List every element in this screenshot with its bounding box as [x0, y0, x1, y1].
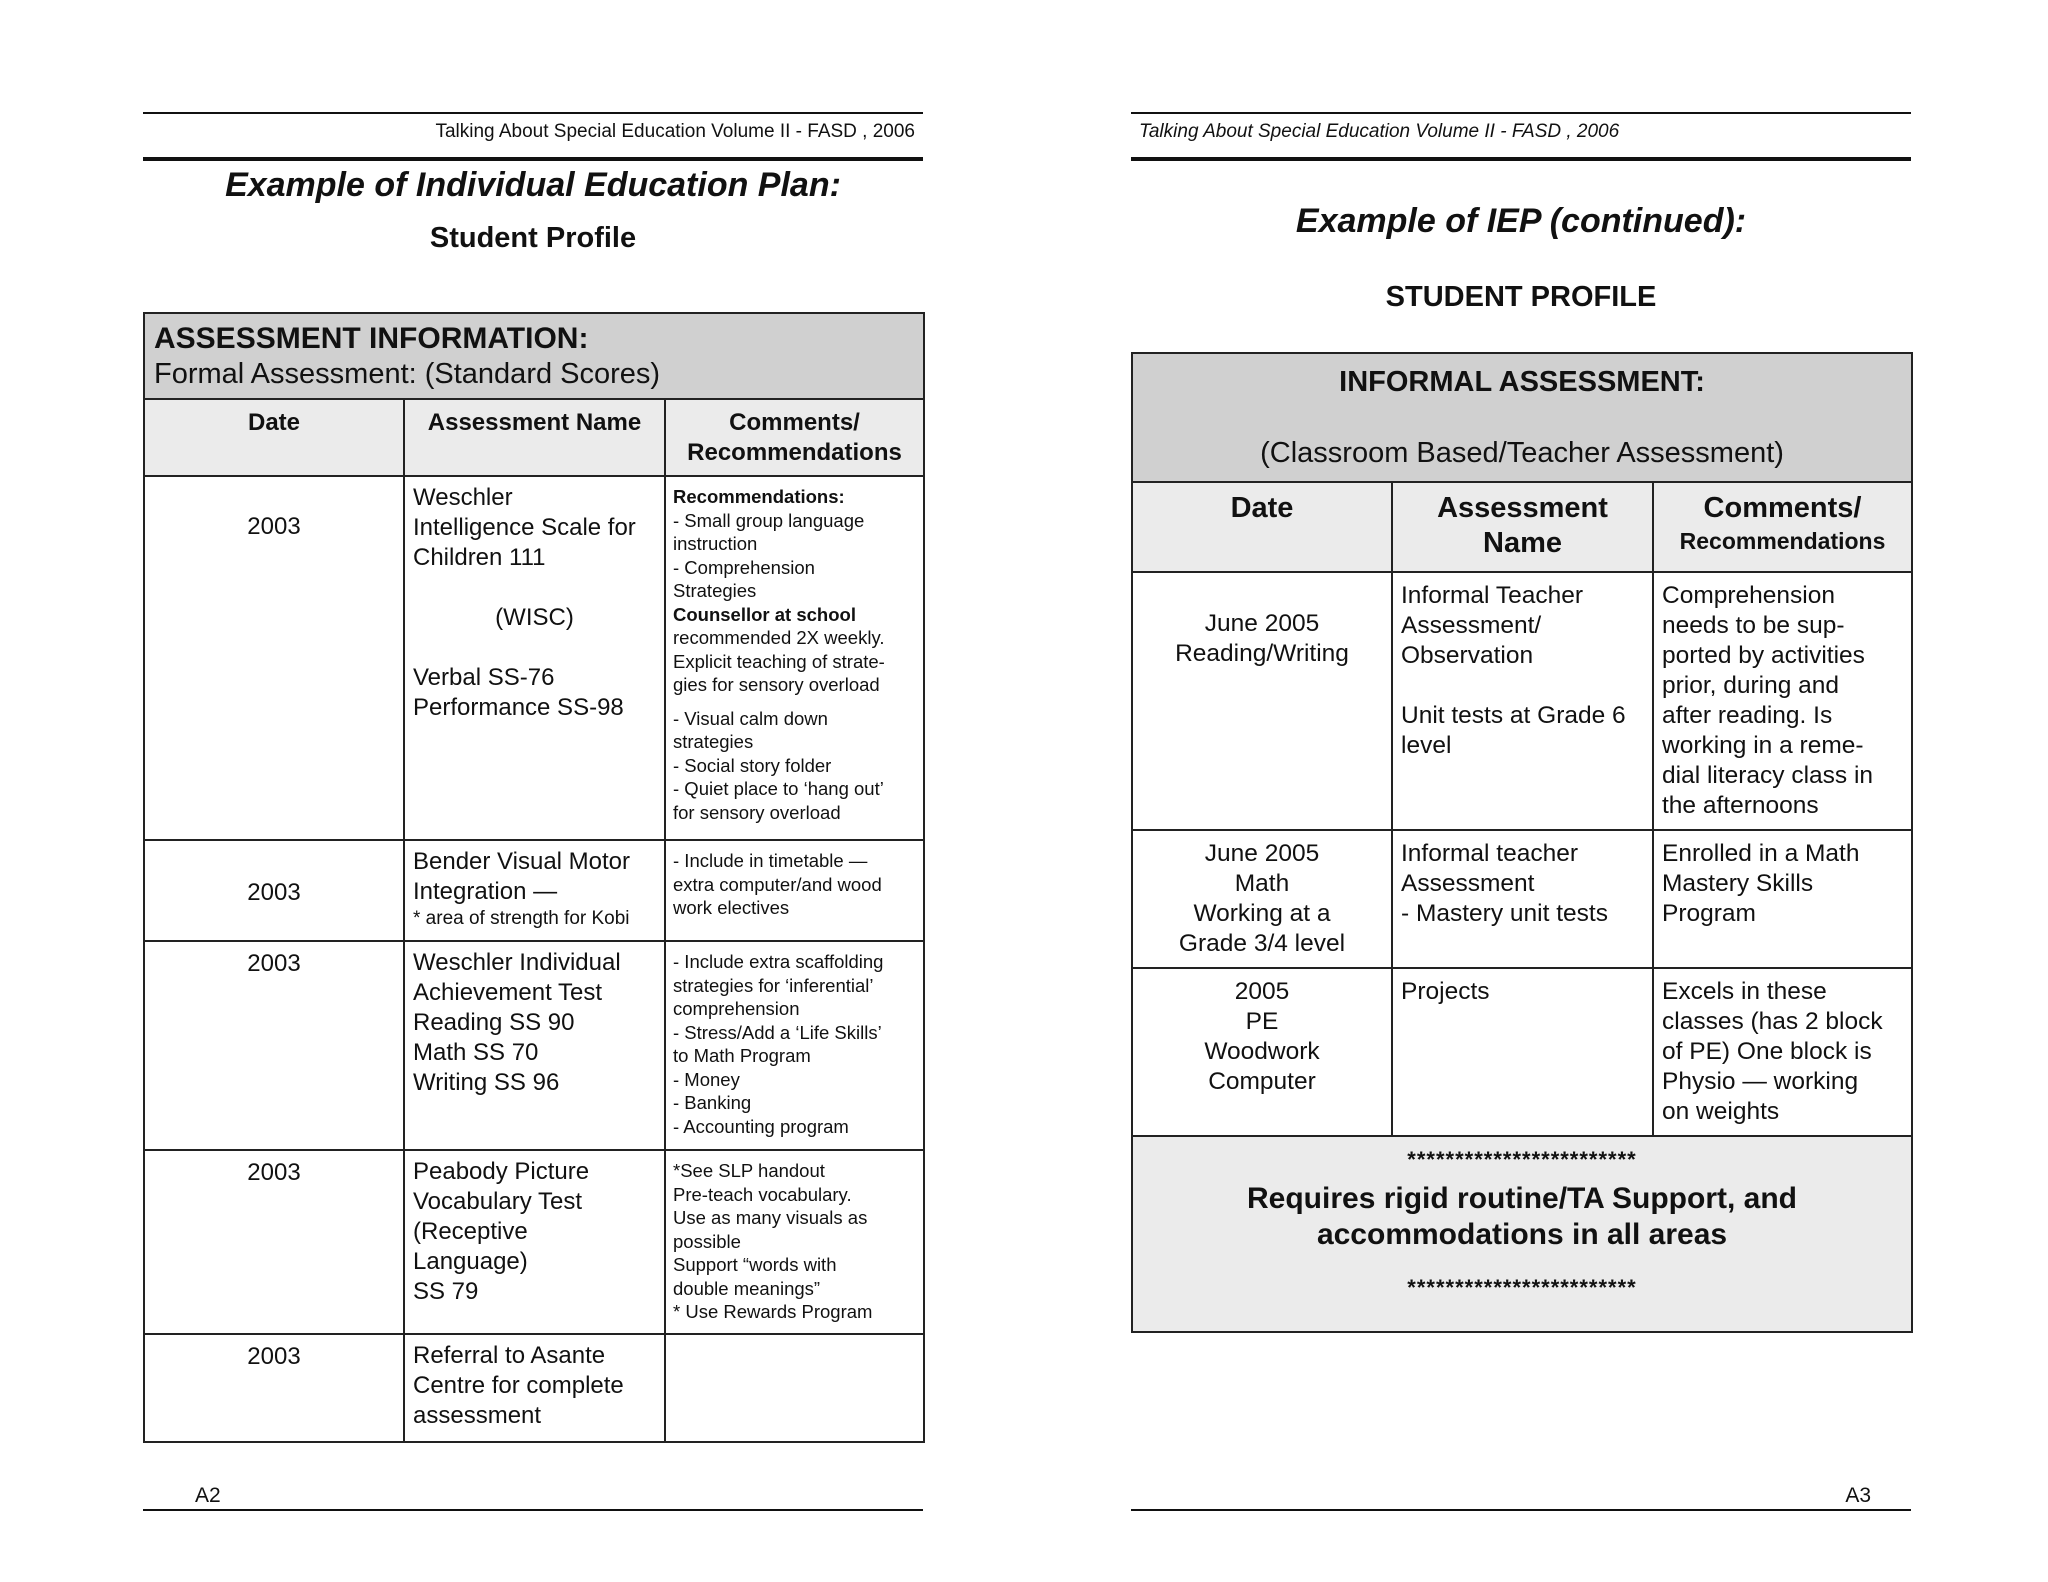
table-row: [1132, 572, 1912, 830]
support-line: accommodations in all areas: [1316, 1218, 1728, 1251]
table-row: [1132, 830, 1912, 968]
name-line: Informal teacher: [1401, 840, 1579, 867]
comment-line: Mastery Skills: [1662, 870, 1814, 897]
date-line: Math: [1234, 870, 1290, 897]
row-assessment-name: [1392, 968, 1653, 1136]
name-line: Achievement Test: [413, 979, 602, 1006]
row-assessment-name: [404, 840, 665, 941]
page-number: A2: [195, 1484, 221, 1507]
name-line: Math SS 70: [413, 1039, 539, 1066]
comment-line: Physio — working: [1662, 1068, 1859, 1095]
name-line: Centre for complete: [413, 1372, 624, 1399]
comment-line: possible: [673, 1230, 741, 1252]
comment-line: of PE) One block is: [1662, 1038, 1872, 1065]
name-line: Peabody Picture: [413, 1158, 590, 1185]
comment-line: extra computer/and wood: [673, 873, 882, 895]
comment-line: - Social story folder: [673, 754, 832, 776]
support-requirement: [1141, 1181, 1903, 1253]
row-comments-empty: [665, 1334, 924, 1442]
row-date: 2003: [144, 941, 404, 1150]
name-line: Informal Teacher: [1401, 582, 1584, 609]
comment-line: Recommendations:: [673, 486, 845, 507]
right-page: [1131, 0, 1911, 1582]
date-line: 2005: [1234, 978, 1290, 1005]
name-line: Reading SS 90: [413, 1009, 575, 1036]
comment-line: double meanings”: [673, 1277, 821, 1299]
name-line: (WISC): [495, 604, 574, 631]
comment-line: instruction: [673, 533, 758, 554]
comment-line: the afternoons: [1662, 792, 1819, 819]
name-line: Verbal SS-76: [413, 664, 555, 691]
name-line: Children 111: [413, 544, 546, 571]
informal-assessment-table: [1131, 352, 1913, 1333]
name-line: - Mastery unit tests: [1401, 900, 1608, 927]
table-row: [144, 476, 924, 840]
page-number: A3: [1845, 1484, 1871, 1507]
header-rule-bottom: [143, 157, 923, 161]
column-header-comments-line1: Comments/: [729, 409, 860, 436]
date-line: Woodwork: [1204, 1038, 1320, 1065]
comment-line: * Use Rewards Program: [673, 1301, 873, 1322]
comment-line: - Stress/Add a ‘Life Skills’: [673, 1021, 882, 1043]
name-line: Bender Visual Motor: [413, 848, 631, 875]
comment-line: recommended 2X weekly.: [673, 627, 885, 648]
table-footer: [1132, 1136, 1912, 1332]
page-subtitle: STUDENT PROFILE: [1385, 281, 1657, 313]
header-rule-bottom: [1131, 157, 1911, 161]
header-rule-top: [143, 112, 923, 114]
running-header: Talking About Special Education Volume II - FASD , 2006: [1139, 121, 1620, 142]
name-line: Projects: [1401, 978, 1490, 1005]
row-assessment-name: [404, 1150, 665, 1334]
page-title: Example of IEP (continued):: [1295, 202, 1747, 240]
comment-line: Strategies: [673, 580, 757, 601]
row-date: 2003: [144, 1150, 404, 1334]
stars-divider-bottom: ************************: [1407, 1275, 1637, 1300]
comment-line: for sensory overload: [673, 801, 841, 823]
comment-line: Support “words with: [673, 1254, 837, 1275]
comment-line: Pre-teach vocabulary.: [673, 1183, 852, 1205]
comment-line: - Visual calm down: [673, 707, 828, 729]
comment-line: comprehension: [673, 998, 800, 1019]
table-heading: ASSESSMENT INFORMATION:: [154, 322, 589, 355]
comment-line: Use as many visuals as: [673, 1207, 868, 1228]
name-line: Weschler: [413, 484, 513, 511]
row-comments: [1653, 968, 1912, 1136]
row-comments: [665, 941, 924, 1150]
row-comments: [665, 840, 924, 941]
row-date: 2003: [144, 1334, 404, 1442]
comment-line: - Quiet place to ‘hang out’: [673, 778, 884, 799]
date-line: Working at a: [1193, 900, 1331, 927]
running-header: Talking About Special Education Volume II - FASD , 2006: [435, 121, 915, 142]
comment-line: Program: [1662, 900, 1756, 927]
comment-line: classes (has 2 block: [1662, 1008, 1883, 1035]
support-line: Requires rigid routine/TA Support, and: [1247, 1182, 1798, 1215]
formal-assessment-table: [143, 312, 925, 1443]
left-page: [143, 0, 923, 1582]
comment-line: - Accounting program: [673, 1115, 849, 1137]
name-line: Performance SS-98: [413, 694, 624, 721]
page-title: Example of Individual Education Plan:: [225, 166, 841, 204]
name-line: Observation: [1401, 642, 1534, 669]
row-assessment-name: [404, 476, 665, 840]
column-header-comments-line2: Recommendations: [1679, 528, 1886, 554]
column-header-comments-line1: Comments/: [1703, 492, 1862, 524]
row-assessment-name: [1392, 830, 1653, 968]
comment-line: work electives: [673, 897, 790, 918]
comment-line: - Small group language: [673, 509, 865, 531]
comment-line: *See SLP handout: [673, 1160, 825, 1181]
comment-line: after reading. Is: [1662, 702, 1833, 729]
column-header-name-line2: Name: [1483, 527, 1562, 559]
table-heading-cell: [144, 313, 924, 399]
comment-line: on weights: [1662, 1098, 1780, 1125]
footer-rule: [143, 1509, 923, 1511]
date-line: June 2005: [1204, 840, 1320, 867]
name-line: Intelligence Scale for: [413, 514, 636, 541]
table-subheading: Formal Assessment: (Standard Scores): [154, 358, 661, 390]
row-assessment-name: [404, 1334, 665, 1442]
comment-line: - Money: [673, 1068, 740, 1090]
comment-line: - Include extra scaffolding: [673, 951, 884, 972]
row-comments: [1653, 830, 1912, 968]
comment-line: prior, during and: [1662, 672, 1840, 699]
name-line: level: [1401, 732, 1452, 759]
footer-rule: [1131, 1509, 1911, 1511]
column-header-comments: [665, 399, 924, 476]
row-comments: [1653, 572, 1912, 830]
name-line: Referral to Asante: [413, 1342, 606, 1369]
table-heading-cell: [1132, 353, 1912, 482]
table-row: [1132, 968, 1912, 1136]
row-date: [1132, 968, 1392, 1136]
comment-line: dial literacy class in: [1662, 762, 1874, 789]
name-line: Weschler Individual: [413, 949, 621, 976]
comment-line: Explicit teaching of strate-: [673, 650, 885, 672]
comment-line: ported by activities: [1662, 642, 1865, 669]
name-line: SS 79: [413, 1278, 479, 1305]
name-line: (Receptive: [413, 1218, 528, 1245]
name-line: Language): [413, 1248, 528, 1275]
row-date: [1132, 830, 1392, 968]
name-line: * area of strength for Kobi: [413, 908, 630, 929]
comment-line: - Include in timetable —: [673, 850, 868, 871]
comment-line: Counsellor at school: [673, 603, 856, 625]
table-row: [144, 840, 924, 941]
name-line: Integration —: [413, 878, 558, 905]
name-line: Assessment/: [1401, 612, 1542, 639]
stars-divider-top: ************************: [1407, 1147, 1637, 1172]
row-comments: [665, 1150, 924, 1334]
date-line: June 2005: [1204, 610, 1320, 637]
table-row: [144, 1334, 924, 1442]
row-date: [1132, 572, 1392, 830]
column-header-comments-line2: Recommendations: [687, 439, 902, 466]
name-line: Assessment: [1401, 870, 1535, 897]
name-line: Vocabulary Test: [413, 1188, 582, 1215]
comment-line: strategies: [673, 731, 754, 752]
comment-line: Comprehension: [1662, 582, 1835, 609]
date-line: Computer: [1208, 1068, 1316, 1095]
table-row: [144, 1150, 924, 1334]
row-assessment-name: [1392, 572, 1653, 830]
comment-line: - Banking: [673, 1092, 752, 1113]
table-row: [144, 941, 924, 1150]
name-line: Unit tests at Grade 6: [1401, 702, 1626, 729]
column-header-date: Date: [144, 399, 404, 476]
comment-line: strategies for ‘inferential’: [673, 974, 874, 996]
column-header-assessment-name: [1392, 482, 1653, 572]
comment-line: to Math Program: [673, 1045, 811, 1066]
date-line: Grade 3/4 level: [1178, 930, 1346, 957]
page-subtitle: Student Profile: [429, 222, 637, 254]
comment-line: needs to be sup-: [1662, 612, 1845, 639]
date-line: PE: [1245, 1008, 1279, 1035]
comment-line: - Comprehension: [673, 556, 815, 578]
table-heading: INFORMAL ASSESSMENT:: [1339, 366, 1705, 398]
comment-line: Excels in these: [1662, 978, 1827, 1005]
comment-line: working in a reme-: [1662, 732, 1864, 759]
name-line: assessment: [413, 1402, 542, 1429]
row-comments: [665, 476, 924, 840]
date-line: Reading/Writing: [1175, 640, 1349, 667]
column-header-name-line1: Assessment: [1437, 492, 1608, 524]
comment-line: gies for sensory overload: [673, 674, 880, 695]
column-header-comments: [1653, 482, 1912, 572]
column-header-date: Date: [1132, 482, 1392, 572]
name-line: Writing SS 96: [413, 1069, 560, 1096]
row-assessment-name: [404, 941, 665, 1150]
row-date: 2003: [144, 476, 404, 840]
table-subheading: (Classroom Based/Teacher Assessment): [1260, 437, 1784, 469]
row-date: 2003: [144, 840, 404, 941]
comment-line: Enrolled in a Math: [1662, 840, 1860, 867]
header-rule-top: [1131, 112, 1911, 114]
column-header-assessment-name: Assessment Name: [404, 399, 665, 476]
